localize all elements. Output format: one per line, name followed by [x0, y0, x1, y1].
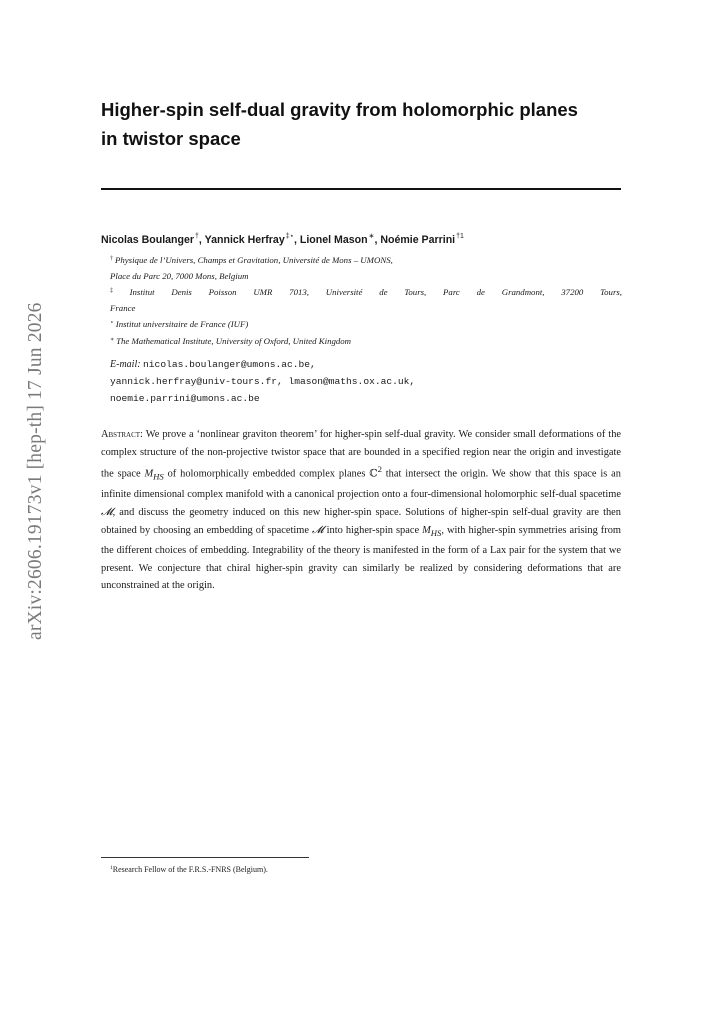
author-separator: , [198, 234, 205, 246]
email-label: E-mail: [110, 359, 141, 370]
affiliation-continuation: France [110, 302, 136, 313]
math-symbol: M [422, 524, 431, 536]
author-name: Lionel Mason [299, 234, 368, 246]
abstract-text: of holomorphically embedded complex planes [163, 468, 370, 480]
math-subscript: HS [430, 527, 442, 538]
affiliation-line: The Mathematical Institute, University of Oxford, United Kingdom [116, 335, 352, 346]
email-line [110, 373, 622, 390]
abstract-text: We prove a ‘nonlinear graviton theorem’ for higher-spin self-dual gravity. We consider small deformations of the complex structure of the non-projective twistor space that are bounded in a specified region near the origin and investigate the space [101, 429, 621, 480]
affiliation [110, 284, 622, 301]
author-mark: ∗ [368, 233, 375, 240]
email-link[interactable]: yannick.herfray@univ-tours.fr, lmason@maths.ox.ac.uk, [110, 376, 416, 387]
abstract-label: Abstract: [101, 429, 143, 440]
abstract-text: , and discuss the geometry induced on this new higher-spin space. Solutions of higher-spin self-dual gravity are then obtained by choosing an embedding of spacetime [101, 506, 621, 536]
footnote-mark: 1 [110, 865, 113, 871]
affiliation [110, 252, 622, 269]
affiliations [110, 252, 622, 349]
arxiv-identifier: arXiv:2606.19173v1 [hep-th] 17 Jun 2026 [25, 302, 46, 640]
email-line [110, 390, 622, 407]
abstract-text: that intersect the origin. We show that this space is an infinite dimensional complex manifold with a canonical projection onto a four-dimensional holomorphic self-dual spacetime [101, 468, 621, 501]
email-link[interactable]: noemie.parrini@umons.ac.be [110, 393, 260, 404]
author-separator: , [374, 234, 381, 246]
author-name: Nicolas Boulanger [101, 234, 195, 246]
title-line-2: in twistor space [101, 128, 241, 149]
footnote [110, 863, 510, 875]
title-line-1: Higher-spin self-dual gravity from holomorphic planes [101, 99, 578, 120]
math-superscript: 2 [377, 464, 382, 475]
math-symbol: 𝓜 [312, 524, 324, 536]
abstract-text: , with higher-spin symmetries arising from the different choices of embedding. Integrability of the theory is manifested in the form of a Lax pair for the system that we present. We conjecture that chiral higher-spin gravity can similarly be realized by considering deformations that are unconstrained at the origin. [101, 524, 621, 592]
affiliation-mark: ‡ [110, 288, 128, 294]
email-block [110, 356, 622, 407]
footnote-rule [101, 857, 309, 858]
affiliation-mark: ∗ [110, 336, 115, 343]
author-mark: †1 [456, 233, 464, 240]
abstract [101, 426, 621, 595]
author-name: Yannick Herfray [204, 234, 285, 246]
author-list [101, 228, 641, 249]
title-rule [101, 188, 621, 190]
affiliation-mark: † [110, 256, 113, 262]
abstract-text: into higher-spin space [323, 524, 423, 536]
affiliation [110, 316, 622, 333]
affiliation-line: Institut Denis Poisson UMR 7013, Université de Tours, Parc de Grandmont, 37200 Tours, [129, 287, 623, 297]
math-symbol: M [144, 468, 154, 480]
math-symbol: ℂ [369, 468, 378, 480]
affiliation-line: Physique de l’Univers, Champs et Gravitation, Université de Mons – UMONS, [115, 255, 393, 265]
author-separator: , [294, 234, 300, 246]
affiliation [110, 333, 622, 350]
affiliation-mark: ⋆ [110, 320, 114, 326]
footnote-text: Research Fellow of the F.R.S.-FNRS (Belgium). [112, 865, 268, 874]
math-subscript: HS [153, 471, 164, 482]
email-link[interactable]: nicolas.boulanger@umons.ac.be, [143, 359, 316, 370]
author-mark: † [195, 233, 199, 240]
affiliation-continuation: Place du Parc 20, 7000 Mons, Belgium [110, 270, 249, 281]
math-symbol: 𝓜 [101, 506, 113, 518]
paper-title [101, 95, 641, 153]
affiliation-line: Institut universitaire de France (IUF) [115, 319, 249, 329]
author-mark: ‡⋆ [285, 233, 294, 240]
email-line [110, 356, 622, 373]
author-name: Noémie Parrini [380, 234, 456, 246]
